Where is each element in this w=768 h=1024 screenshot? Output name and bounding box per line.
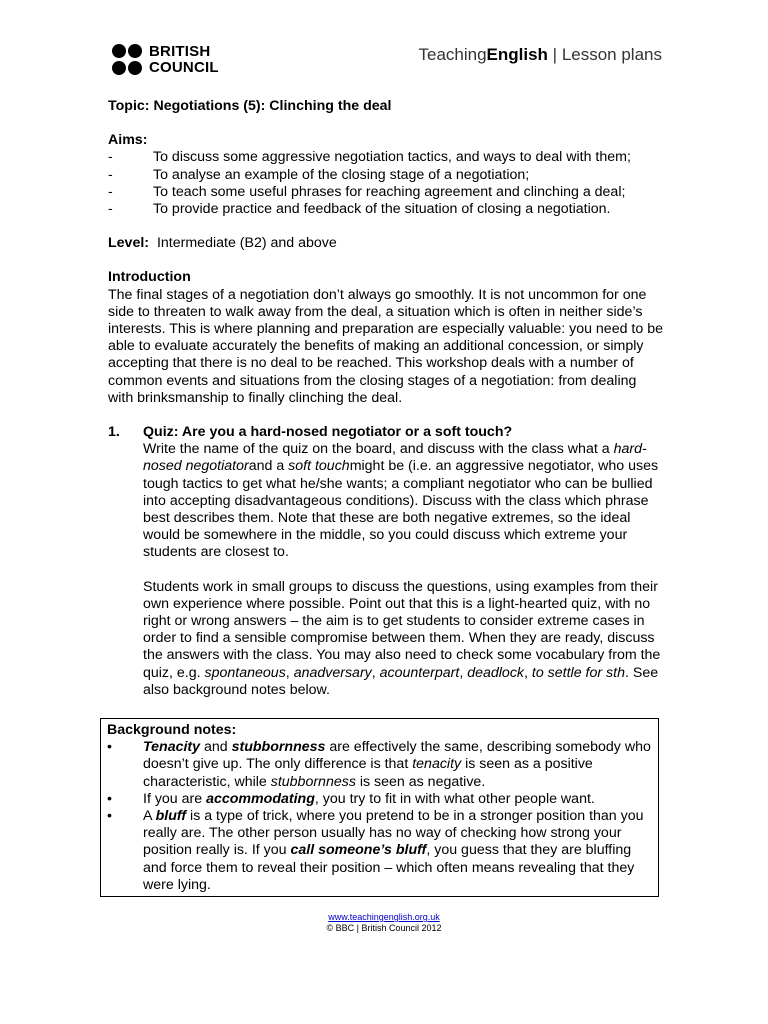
logo-line-1: BRITISH	[149, 43, 211, 60]
background-notes-list	[107, 739, 654, 894]
background-note-item: • Tenacity and stubbornness are effectively the same, describing somebody who doesn’t give up. The only difference is that tenacity is seen as a positive characteristic, while stubbornness is seen as negative.	[107, 739, 651, 790]
introduction-heading: Introduction	[108, 269, 191, 286]
topic-title: Topic: Negotiations (5): Clinching the deal	[108, 98, 392, 114]
aims-item: - To analyse an example of the closing stage of a negotiation;	[108, 166, 530, 183]
introduction-text: The final stages of a negotiation don’t always go smoothly. It is not uncommon for one side to threaten to walk away from the deal, a situation which is often in neither side’s interests. This is where planning and preparation are especially valuable: you need to be able to evaluate accurately the benefits of making an additional concession, or simply accepting that there is no deal to be reached. This workshop deals with a number of common events and situations from the closing stages of a negotiation: from dealing with brinksmanship to finally clinching the deal.	[108, 286, 663, 406]
brand-bold: English	[486, 45, 548, 64]
section-1-heading: Quiz: Are you a hard-nosed negotiator or a soft touch?	[143, 424, 513, 441]
aims-heading: Aims:	[108, 132, 148, 149]
page-footer	[0, 912, 768, 934]
british-council-logo	[112, 44, 232, 80]
footer-copyright: © BBC | British Council 2012	[326, 923, 442, 933]
logo-dots-icon	[112, 44, 144, 76]
logo-text	[149, 44, 219, 76]
section-1-paragraph-2: Students work in small groups to discuss the questions, using examples from their own experience where possible. Point out that this is a light-hearted quiz, with no right or wrong answers – the aim is to get students to consider extreme cases in order to find a sensible compromise between them. When they are ready, discuss the answers with the class. You may also need to check some vocabulary from the quiz, e.g. spontaneous, anadversary, acounterpart, deadlock, to settle for sth. See also background notes below.	[143, 578, 661, 698]
background-notes-box	[100, 718, 659, 897]
footer-url-link[interactable]: www.teachingenglish.org.uk	[328, 912, 440, 922]
aims-item: - To teach some useful phrases for reaching agreement and clinching a deal;	[108, 183, 626, 200]
section-1-number: 1.	[108, 424, 120, 441]
aims-list	[108, 149, 664, 218]
level-row	[108, 235, 664, 252]
background-note-item: • If you are accommodating, you try to fit in with what other people want.	[107, 790, 595, 807]
brand-prefix: Teaching	[418, 45, 487, 64]
aims-item: - To discuss some aggressive negotiation tactics, and ways to deal with them;	[108, 149, 631, 166]
aims-item: - To provide practice and feedback of the situation of closing a negotiation.	[108, 201, 611, 218]
teaching-english-header	[418, 45, 662, 65]
background-notes-heading: Background notes:	[107, 722, 237, 738]
main-content	[108, 96, 664, 699]
background-note-item: • A bluff is a type of trick, where you pretend to be in a stronger position than you really are. The other person usually has no way of checking how strong your position really is. If you call someone’s bluff, you guess that they are bluffing and force them to reveal their position – which often means revealing that they were lying.	[107, 808, 644, 893]
level-label: Level:	[108, 235, 150, 252]
section-1-paragraph-1: Write the name of the quiz on the board, and discuss with the class what a hard-nosed negotiatorand a soft touchmight be (i.e. an aggressive negotiator, who uses tough tactics to get what he/she wants; a compliant negotiator who can be bullied into accepting disadvantageous conditions). Discuss with the class which phrase best describes them. Note that these are both negative extremes, so the ideal would be somewhere in the middle, so you could discuss which extreme your students are closest to.	[143, 441, 659, 561]
logo-line-2: COUNCIL	[149, 59, 219, 76]
level-value: Intermediate (B2) and above	[156, 235, 337, 252]
section-1	[108, 424, 664, 699]
brand-suffix: | Lesson plans	[547, 45, 662, 64]
